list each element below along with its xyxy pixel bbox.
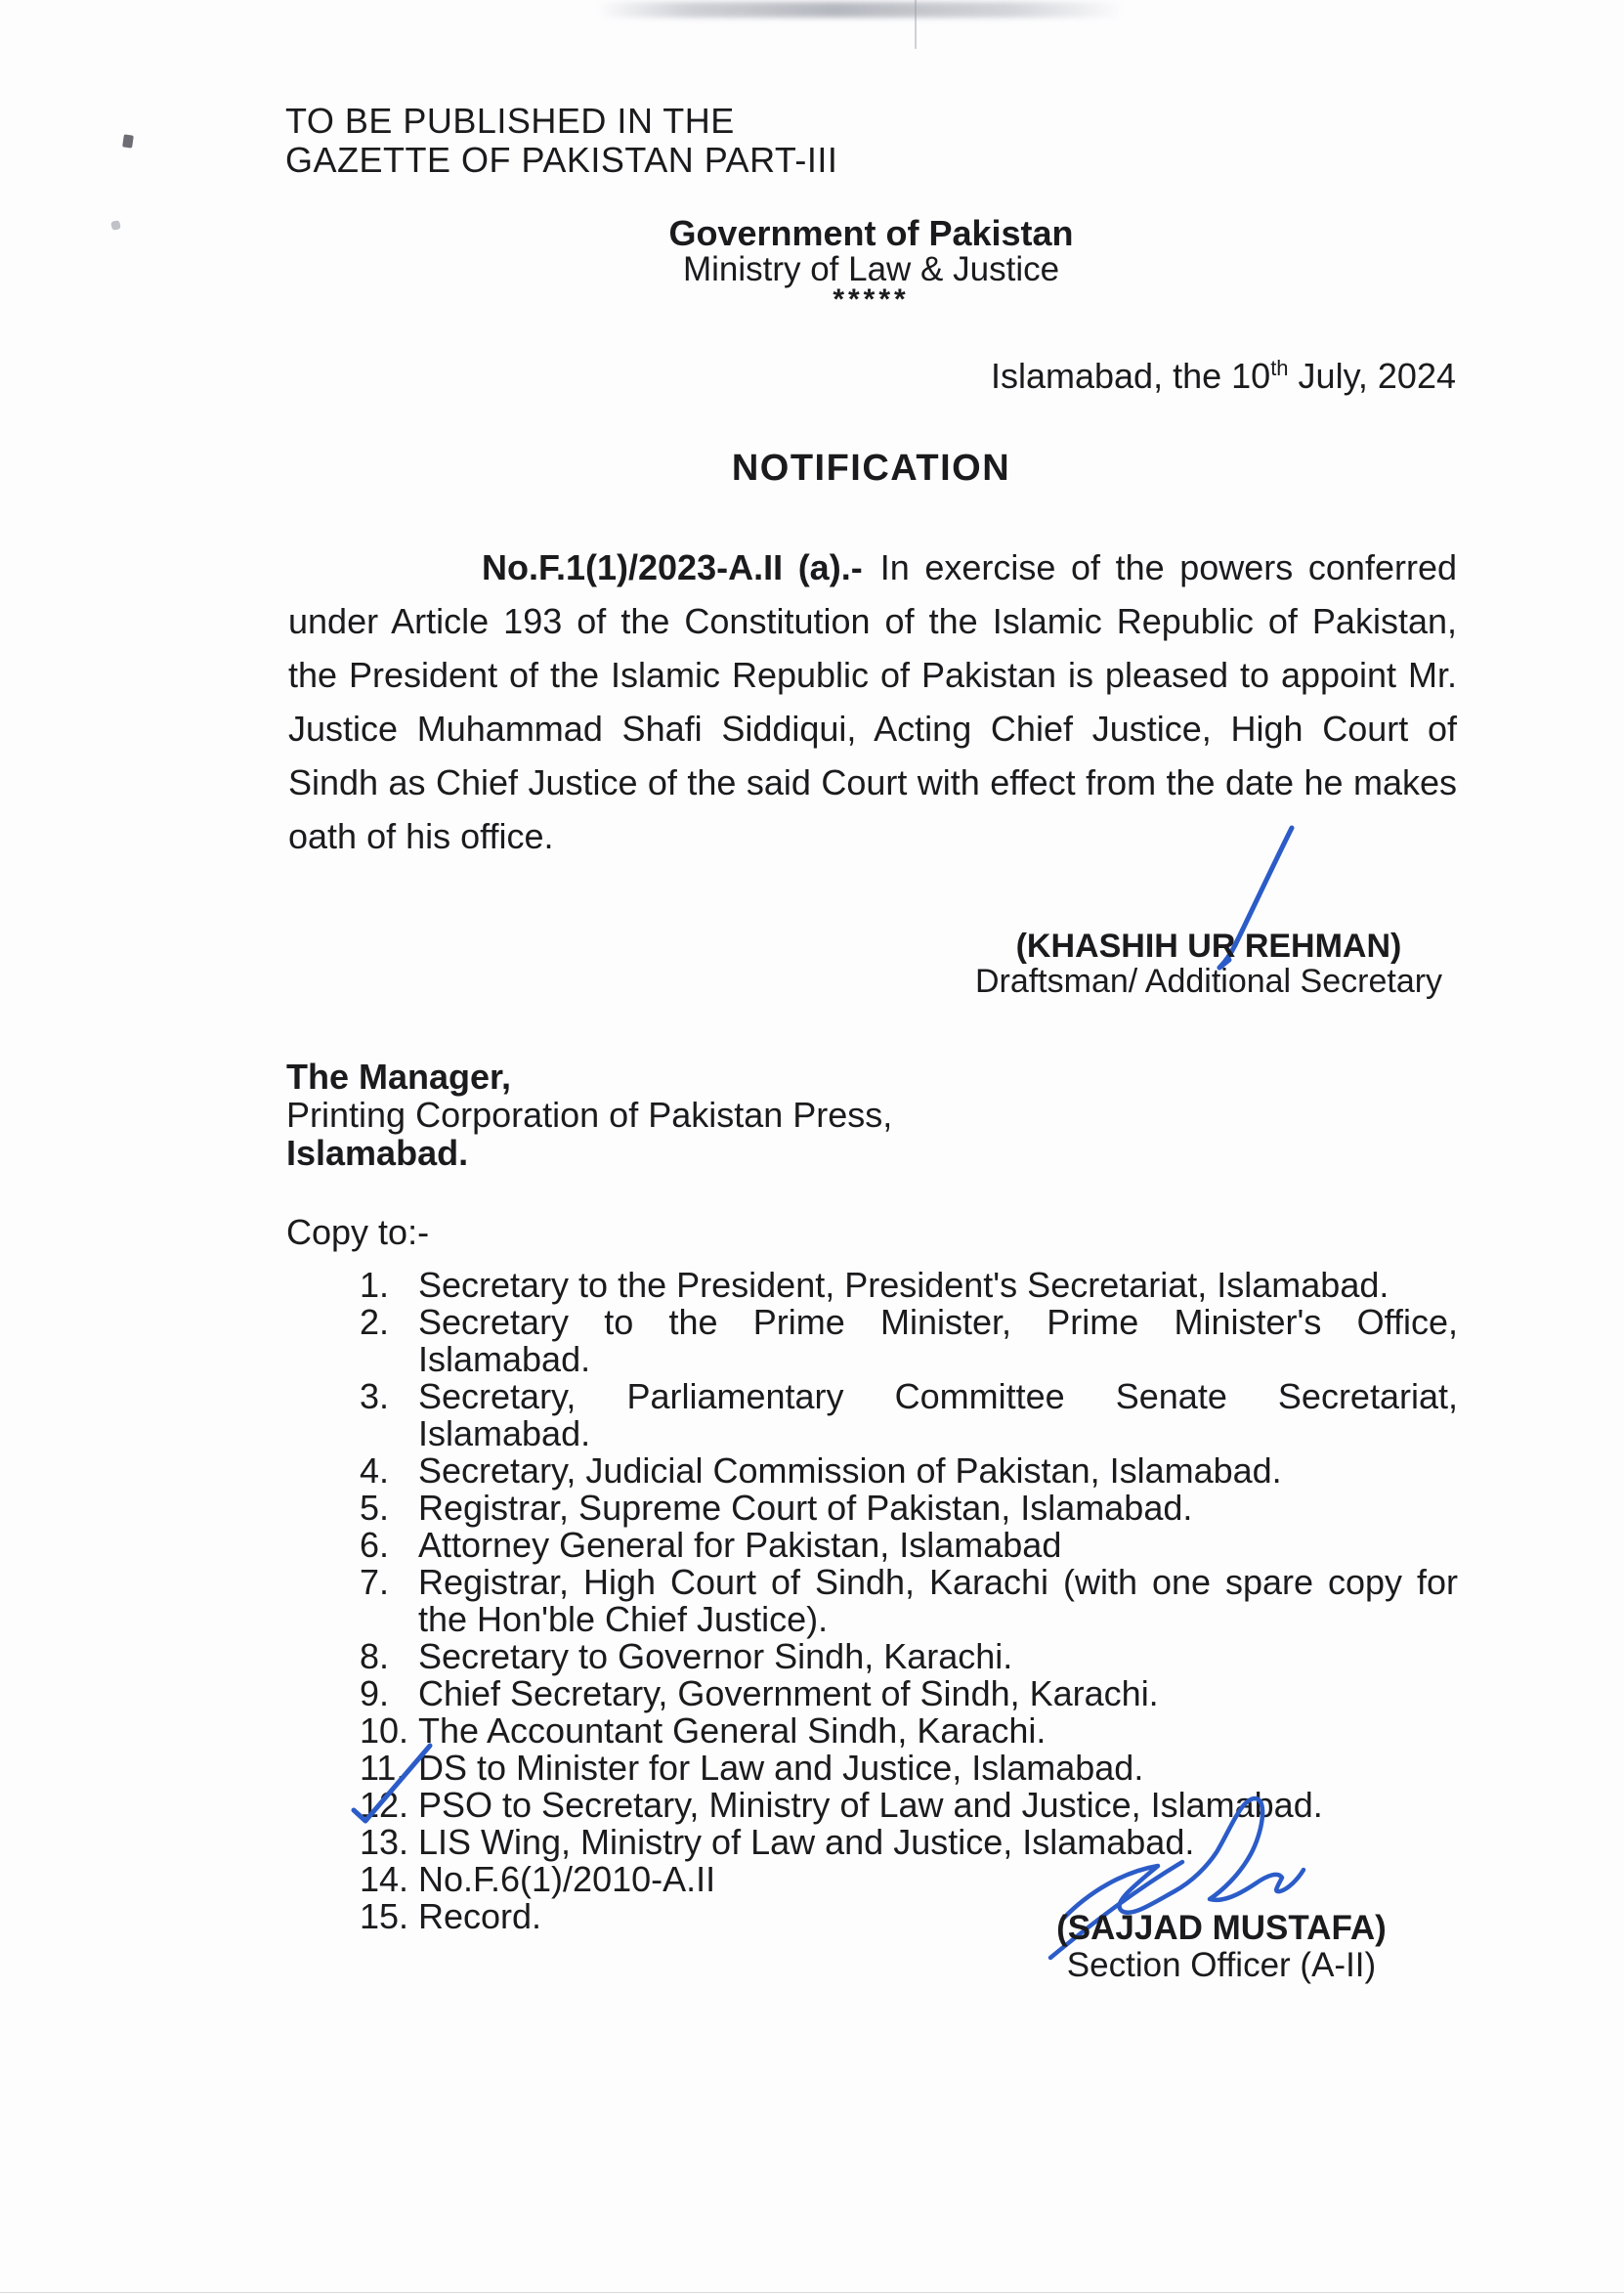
list-item-text: Secretary, Parliamentary Committee Senate Secretariat, Islamabad.	[418, 1376, 1458, 1453]
gazette-publish-note	[285, 102, 837, 180]
date-line	[286, 356, 1458, 397]
date-ordinal-superscript: th	[1270, 356, 1289, 380]
list-item-number: 5.	[360, 1488, 390, 1528]
ink-checkmark	[342, 1735, 459, 1833]
list-item-text: Secretary, Judicial Commission of Pakistan, Islamabad.	[418, 1450, 1282, 1491]
body-text: In exercise of the powers conferred under Article 193 of the Constitution of the Islamic Republic of Pakistan, the President of the Islamic Republic of Pakistan is pleased to appoint Mr. Justice Muhammad Shafi Siddiqui, Acting Chief Justice, High Court of Sindh as Chief Justice of the said Court with effect from the date he makes oath of his office.	[288, 547, 1457, 856]
reference-number: No.F.1(1)/2023-A.II (a).-	[482, 547, 863, 587]
ministry-header	[286, 213, 1456, 316]
gazette-publish-note-line1: TO BE PUBLISHED IN THE	[285, 101, 735, 141]
list-item	[360, 1675, 1458, 1712]
list-item	[360, 1452, 1458, 1490]
list-item	[360, 1378, 1458, 1452]
gazette-publish-note-line2: GAZETTE OF PAKISTAN PART-III	[285, 140, 838, 180]
addressee-block	[286, 1058, 892, 1172]
ministry-title: Ministry of Law & Justice	[682, 250, 1060, 288]
list-item	[360, 1490, 1458, 1527]
list-item-text: Chief Secretary, Government of Sindh, Karachi.	[418, 1673, 1159, 1713]
list-item-number: 3.	[360, 1376, 390, 1416]
addressee-line2: Printing Corporation of Pakistan Press,	[286, 1095, 893, 1135]
list-item-text: DS to Minister for Law and Justice, Islamabad.	[418, 1748, 1144, 1788]
list-item-text: Attorney General for Pakistan, Islamabad	[418, 1525, 1062, 1565]
notification-heading: NOTIFICATION	[731, 448, 1011, 489]
list-item	[360, 1267, 1458, 1304]
list-item-number: 2.	[360, 1302, 390, 1342]
list-item-number: 12.	[360, 1785, 409, 1825]
stars-separator: *****	[833, 283, 910, 316]
list-item-number: 9.	[360, 1673, 390, 1713]
list-item-number: 13.	[360, 1822, 409, 1862]
signatory-draftsman-name: (KHASHIH UR REHMAN)	[1015, 928, 1402, 965]
addressee-line1: The Manager,	[286, 1057, 512, 1097]
list-item-text: LIS Wing, Ministry of Law and Justice, Islamabad.	[418, 1822, 1195, 1862]
list-item-text: Record.	[418, 1896, 542, 1936]
list-item-text: Secretary to Governor Sindh, Karachi.	[418, 1636, 1013, 1676]
list-item-text: Registrar, Supreme Court of Pakistan, Islamabad.	[418, 1488, 1193, 1528]
list-item-number: 8.	[360, 1636, 390, 1676]
list-item-text: PSO to Secretary, Ministry of Law and Justice, Islamabad.	[418, 1785, 1323, 1825]
signatory-draftsman-title: Draftsman/ Additional Secretary	[974, 963, 1443, 1000]
signatory-section-officer-block	[980, 1910, 1463, 1984]
scan-speck-artifact	[122, 134, 134, 148]
body-paragraph	[288, 541, 1457, 863]
list-item-number: 6.	[360, 1525, 390, 1565]
list-item-number: 4.	[360, 1450, 390, 1491]
list-item	[360, 1564, 1458, 1638]
date-prefix: Islamabad, the 10	[990, 356, 1271, 396]
signatory-draftsman-block	[967, 929, 1450, 999]
scan-smudge-artifact	[596, 2, 1124, 18]
government-title: Government of Pakistan	[668, 213, 1074, 253]
list-item-number: 10.	[360, 1710, 409, 1751]
list-item-number: 1.	[360, 1265, 390, 1305]
list-item-number: 7.	[360, 1562, 390, 1602]
list-item-text: Secretary to the President, President's Secretariat, Islamabad.	[418, 1265, 1389, 1305]
list-item-text: No.F.6(1)/2010-A.II	[418, 1859, 716, 1899]
list-item-text: Registrar, High Court of Sindh, Karachi (with one spare copy for the Hon'ble Chief Justice).	[418, 1562, 1458, 1639]
signatory-section-officer-name: (SAJJAD MUSTAFA)	[1056, 1909, 1387, 1947]
list-item-number: 11.	[360, 1748, 406, 1788]
list-item-text: The Accountant General Sindh, Karachi.	[418, 1710, 1047, 1751]
list-item	[360, 1638, 1458, 1675]
copy-to-label: Copy to:-	[286, 1212, 430, 1252]
list-item-number: 14.	[360, 1859, 409, 1899]
list-item	[360, 1712, 1458, 1750]
list-item-text: Secretary to the Prime Minister, Prime Minister's Office, Islamabad.	[418, 1302, 1458, 1379]
date-suffix: July, 2024	[1288, 356, 1456, 396]
list-item	[360, 1750, 1458, 1787]
list-item-number: 15.	[360, 1896, 409, 1936]
signatory-section-officer-title: Section Officer (A-II)	[1066, 1946, 1377, 1984]
list-item	[360, 1527, 1458, 1564]
scan-line-artifact	[915, 0, 917, 49]
addressee-line3: Islamabad.	[286, 1133, 469, 1173]
scan-speck-artifact	[110, 220, 121, 231]
list-item	[360, 1304, 1458, 1378]
